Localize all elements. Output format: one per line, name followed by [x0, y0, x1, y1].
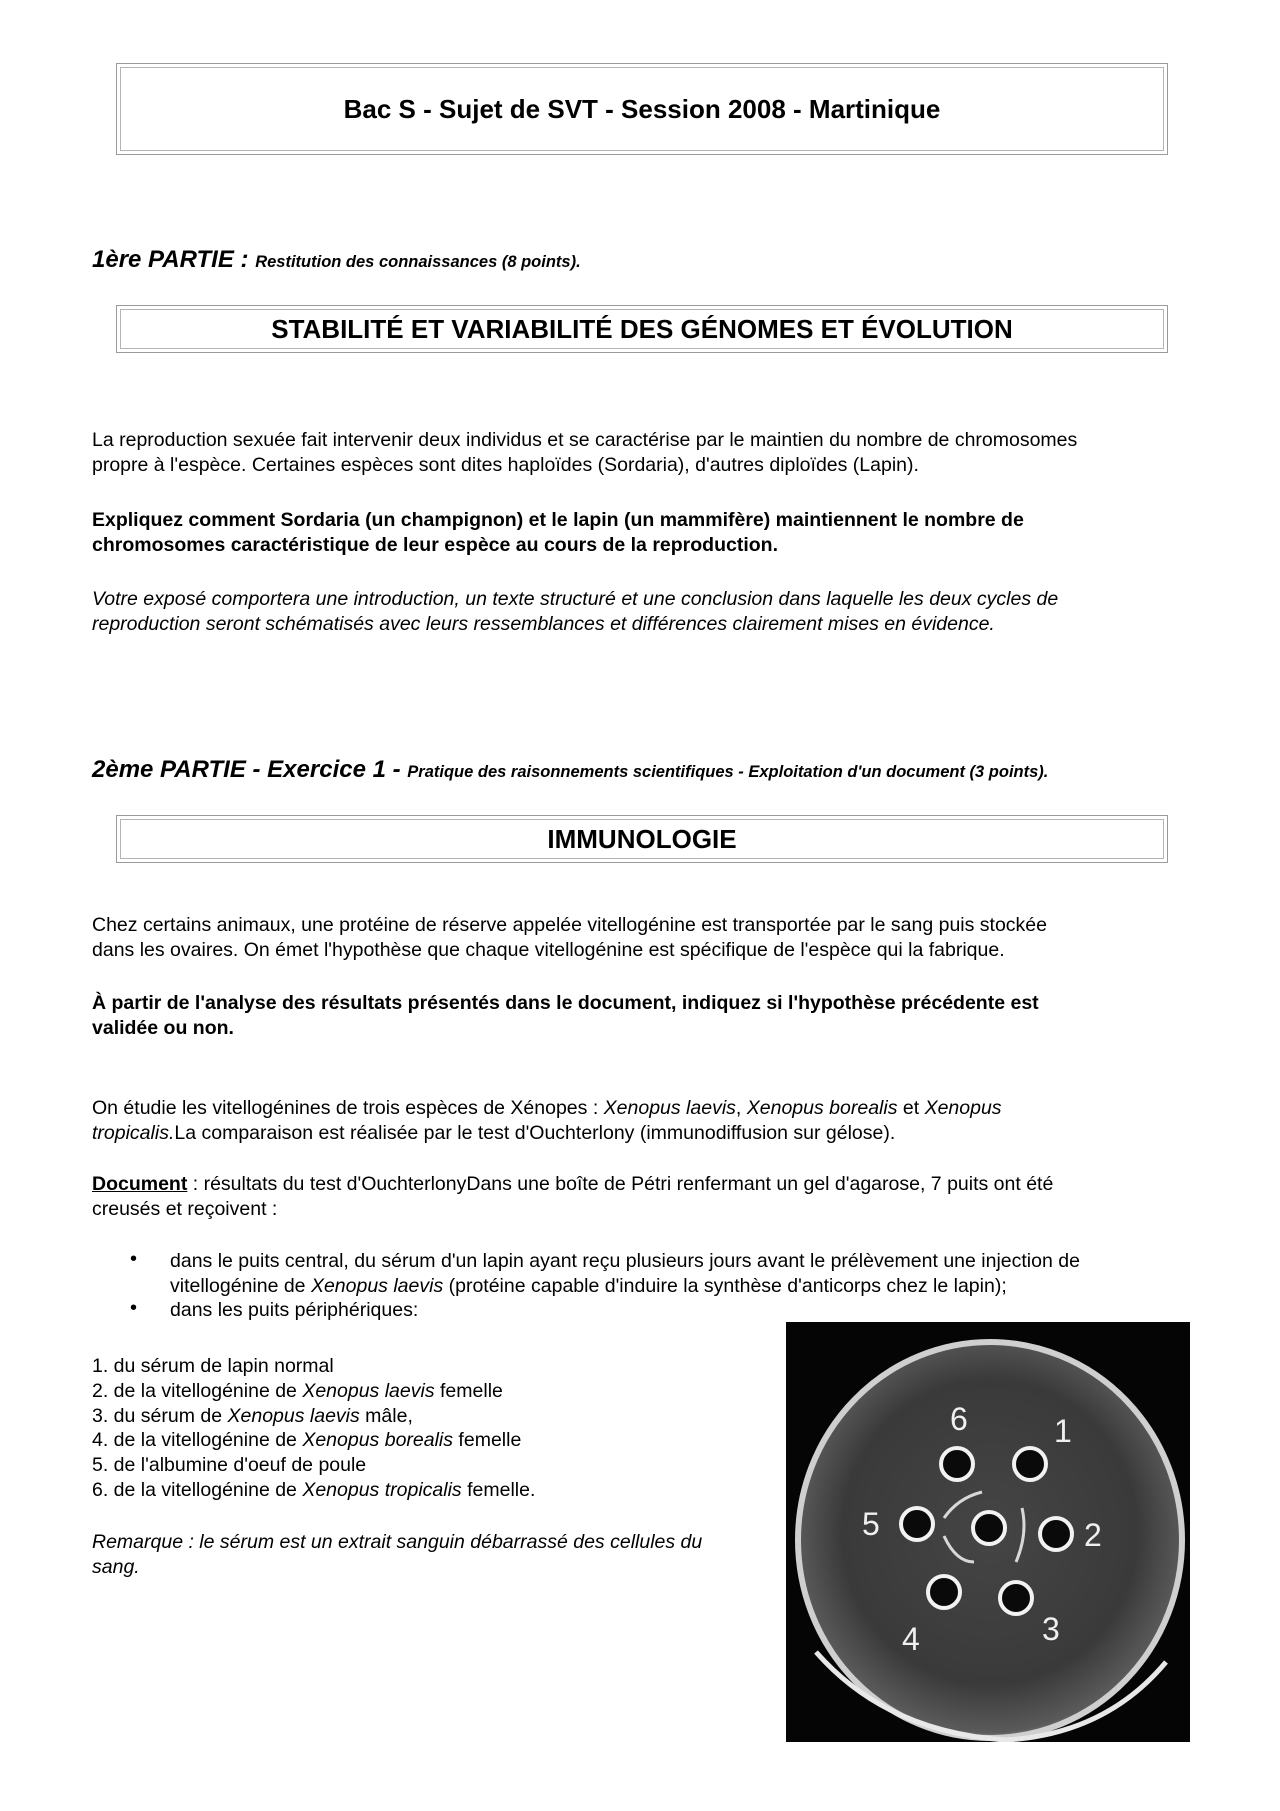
well-item-5: 5. de l'albumine d'oeuf de poule [92, 1454, 367, 1477]
part2-intro-line: dans les ovaires. On émet l'hypothèse que chaque vitellogénine est spécifique de l'espèce qui la fabrique. [92, 938, 1005, 961]
part1-heading [92, 246, 581, 274]
well-item-4 [92, 1428, 535, 1453]
species-name: Xenopus laevis [302, 1379, 435, 1402]
well-text: femelle [453, 1429, 522, 1452]
document-line-1 [92, 1172, 1192, 1197]
wells-list [92, 1354, 535, 1503]
part2-intro-line: Chez certains animaux, une protéine de réserve appelée vitellogénine est transportée par le sang puis stockée [92, 914, 1047, 936]
well-text: 6. de la vitellogénine de [92, 1478, 303, 1501]
title-box [116, 63, 1168, 155]
well-text: femelle [434, 1379, 503, 1402]
species-name: tropicalis. [92, 1121, 175, 1144]
species-name: Xenopus laevis [603, 1097, 736, 1119]
part2-theme: IMMUNOLOGIE [547, 823, 737, 854]
well-label-5: 5 [862, 1506, 880, 1542]
document-label: Document [92, 1173, 188, 1195]
well-item-2 [92, 1379, 535, 1404]
part1-label: 1ère PARTIE : [92, 246, 249, 273]
species-name: Xenopus [924, 1097, 1002, 1119]
part2-sublabel: Pratique des raisonnements scientifiques - Exploitation d'un document (3 points). [407, 763, 1049, 781]
part1-intro-line: La reproduction sexuée fait intervenir deux individus et se caractérise par le maintien du nombre de chromosomes [92, 429, 1078, 451]
well-label-6: 6 [950, 1401, 968, 1437]
well-6 [941, 1448, 973, 1480]
study-text-part: On étudie les vitellogénines de trois espèces de Xénopes : [92, 1097, 604, 1119]
part2-question-line: validée ou non. [92, 1016, 234, 1039]
bullet-line: dans le puits central, du sérum d'un lapin ayant reçu plusieurs jours avant le prélèvement une injection de [170, 1250, 1080, 1272]
part2-heading [92, 756, 1048, 784]
study-line-2 [92, 1121, 1192, 1146]
well-text: 4. de la vitellogénine de [92, 1429, 303, 1452]
part2-label: 2ème PARTIE - Exercice 1 - [92, 756, 401, 783]
study-text-part: et [897, 1097, 925, 1119]
remark-line: sang. [92, 1555, 140, 1578]
part1-question-line: chromosomes caractéristique de leur espèce au cours de la reproduction. [92, 533, 778, 556]
bullet-item-peripheral-wells: dans les puits périphériques: [170, 1299, 419, 1321]
well-text: 2. de la vitellogénine de [92, 1379, 303, 1402]
part1-question-line: Expliquez comment Sordaria (un champignon) et le lapin (un mammifère) maintiennent le nombre de [92, 509, 1024, 531]
remark-line: Remarque : le sérum est un extrait sanguin débarrassé des cellules du [92, 1531, 703, 1553]
part2-theme-box [116, 815, 1168, 863]
bullet-marker: • [130, 1248, 138, 1270]
part1-instructions [92, 587, 1192, 636]
part1-intro-line: propre à l'espèce. Certaines espèces sont dites haploïdes (Sordaria), d'autres diploïdes (Lapin). [92, 453, 919, 476]
part1-question [92, 508, 1192, 557]
part1-instructions-line: Votre exposé comportera une introduction, un texte structuré et une conclusion dans laquelle les deux cycles de [92, 588, 1059, 610]
species-name: Xenopus tropicalis [302, 1478, 462, 1501]
species-name: Xenopus laevis [310, 1274, 444, 1297]
well-text: 3. du sérum de [92, 1404, 228, 1427]
part1-sublabel: Restitution des connaissances (8 points). [255, 253, 581, 271]
study-text-part: , [735, 1097, 747, 1119]
well-1 [1014, 1448, 1046, 1480]
study-text [92, 1096, 1192, 1145]
part1-theme-box [116, 305, 1168, 353]
page-title: Bac S - Sujet de SVT - Session 2008 - Martinique [343, 93, 941, 124]
part1-intro [92, 428, 1192, 477]
well-2 [1040, 1518, 1072, 1550]
well-label-2: 2 [1084, 1517, 1102, 1553]
study-text-part: La comparaison est réalisée par le test d'Ouchterlony (immunodiffusion sur gélose). [174, 1121, 896, 1144]
well-3 [1000, 1582, 1032, 1614]
well-item-3 [92, 1404, 535, 1429]
part2-intro [92, 913, 1192, 962]
part2-question-line: À partir de l'analyse des résultats présentés dans le document, indiquez si l'hypothèse précédente est [92, 992, 1039, 1014]
well-4 [928, 1576, 960, 1608]
well-label-4: 4 [902, 1621, 920, 1657]
well-item-1: 1. du sérum de lapin normal [92, 1355, 334, 1377]
well-text: femelle. [461, 1478, 536, 1501]
part1-theme: STABILITÉ ET VARIABILITÉ DES GÉNOMES ET ÉVOLUTION [271, 313, 1013, 344]
part1-instructions-line: reproduction seront schématisés avec leurs ressemblances et différences clairement mises en évidence. [92, 612, 995, 635]
well-label-1: 1 [1054, 1413, 1072, 1449]
well-label-3: 3 [1042, 1611, 1060, 1647]
species-name: Xenopus borealis [746, 1097, 898, 1119]
species-name: Xenopus borealis [302, 1429, 454, 1452]
well-text: mâle, [359, 1404, 413, 1427]
document-text: : résultats du test d'OuchterlonyDans une boîte de Pétri renfermant un gel d'agarose, 7 puits ont été [187, 1173, 1054, 1195]
part2-question [92, 991, 1192, 1040]
study-line-1 [92, 1096, 1192, 1121]
document-description [92, 1172, 1192, 1221]
remark [92, 1530, 792, 1579]
well-central [973, 1512, 1005, 1544]
bullet-marker: • [130, 1297, 138, 1319]
document-line-2: creusés et reçoivent : [92, 1197, 278, 1220]
bullet-line [170, 1274, 1200, 1299]
bullet-text: vitellogénine de [170, 1274, 311, 1297]
species-name: Xenopus laevis [227, 1404, 360, 1427]
petri-dish-photo [786, 1322, 1190, 1742]
bullet-item-central-well [170, 1249, 1200, 1298]
well-item-6 [92, 1478, 535, 1503]
well-5 [901, 1508, 933, 1540]
bullet-text: (protéine capable d'induire la synthèse d'anticorps chez le lapin); [443, 1274, 1007, 1297]
